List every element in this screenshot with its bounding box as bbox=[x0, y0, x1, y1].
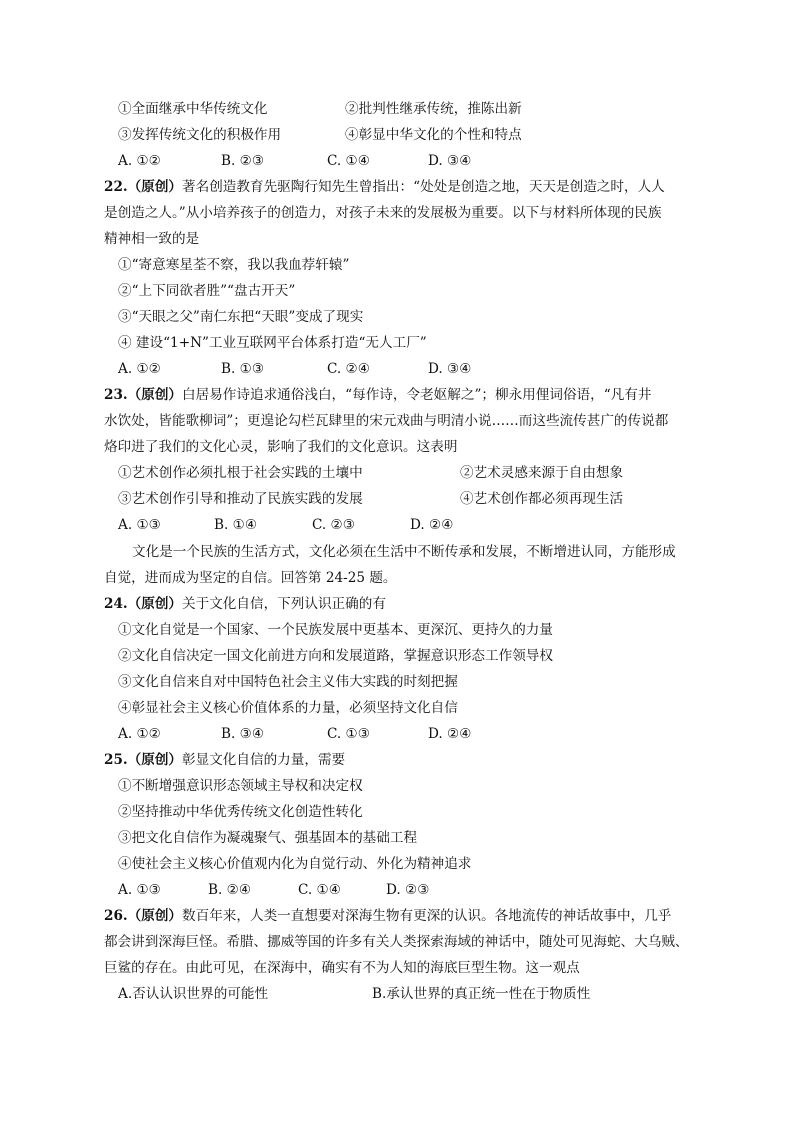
q22-choice-a: A. ①② bbox=[118, 361, 161, 377]
q23-tag: （原创） bbox=[127, 387, 183, 403]
q24-choice-b: B. ③④ bbox=[221, 726, 265, 742]
q25-choice-b: B. ②④ bbox=[208, 882, 252, 898]
q25-choice-a: A. ①③ bbox=[118, 882, 161, 898]
q24-stem-line-1 bbox=[104, 595, 386, 613]
q22-stem-line-2: 是创造之人。”从小培养孩子的创造力，对孩子未来的发展极为重要。以下与材料所体现的民族 bbox=[104, 205, 662, 221]
q23-stem-line-2: 水饮处，皆能歌柳词”；更遑论勾栏瓦肆里的宋元戏曲与明清小说……而这些流传甚广的传说都 bbox=[104, 413, 669, 429]
q21-choice-d: D. ③④ bbox=[428, 153, 472, 169]
q25-choice-d: D. ②③ bbox=[386, 882, 430, 898]
q25-tag: （原创） bbox=[127, 752, 183, 768]
q21-item-1: ①全面继承中华传统文化 bbox=[118, 101, 268, 117]
q24-number: 24. bbox=[104, 596, 128, 612]
q26-stem-line-1 bbox=[104, 907, 671, 925]
q21-item-2: ②批判性继承传统，推陈出新 bbox=[345, 101, 522, 117]
q23-item-2: ②艺术灵感来源于自由想象 bbox=[460, 465, 624, 481]
q26-choice-a: A.否认认识世界的可能性 bbox=[118, 986, 269, 1002]
q22-tag: （原创） bbox=[127, 179, 183, 195]
q25-stem-line-1 bbox=[104, 751, 345, 769]
q23-choice-c: C. ②③ bbox=[312, 517, 355, 533]
q24-choice-a: A. ①② bbox=[118, 726, 161, 742]
q26-number: 26. bbox=[104, 908, 128, 924]
q25-number: 25. bbox=[104, 752, 128, 768]
q22-item-2: ②“上下同欲者胜”“盘古开天” bbox=[118, 283, 296, 299]
q26-stem-line-2: 都会讲到深海巨怪。希腊、挪威等国的许多有关人类探索海域的神话中，随处可见海蛇、大乌贼、 bbox=[104, 934, 689, 950]
q22-stem-text-1: 著名创造教育先驱陶行知先生曾指出：“处处是创造之地，天天是创造之时，人人 bbox=[182, 179, 665, 195]
q25-item-4: ④使社会主义核心价值观内化为自觉行动、外化为精神追求 bbox=[118, 856, 472, 872]
q24-stem-text-1: 关于文化自信，下列认识正确的有 bbox=[182, 596, 386, 612]
q22-item-1: ①“寄意寒星荃不察，我以我血荐轩辕” bbox=[118, 257, 350, 273]
q23-item-1: ①艺术创作必须扎根于社会实践的土壤中 bbox=[118, 465, 363, 481]
intro-line-2: 自觉，进而成为坚定的自信。回答第 24-25 题。 bbox=[104, 570, 397, 586]
q22-stem-line-3: 精神相一致的是 bbox=[104, 231, 200, 247]
q25-choice-c: C. ①④ bbox=[298, 882, 341, 898]
q26-tag: （原创） bbox=[127, 908, 183, 924]
q22-choice-c: C. ②④ bbox=[327, 361, 370, 377]
q22-choice-b: B. ①③ bbox=[221, 361, 265, 377]
q25-item-1: ①不断增强意识形态领域主导权和决定权 bbox=[118, 778, 363, 794]
q24-choice-d: D. ②④ bbox=[428, 726, 472, 742]
q24-item-3: ③文化自信来自对中国特色社会主义伟大实践的时刻把握 bbox=[118, 674, 458, 690]
q24-choice-c: C. ①③ bbox=[327, 726, 370, 742]
q24-item-1: ①文化自觉是一个国家、一个民族发展中更基本、更深沉、更持久的力量 bbox=[118, 622, 553, 638]
q21-choice-a: A. ①② bbox=[118, 153, 161, 169]
q23-stem-line-1 bbox=[104, 386, 651, 404]
q22-choice-d: D. ③④ bbox=[428, 361, 472, 377]
q23-item-4: ④艺术创作都必须再现生活 bbox=[460, 491, 624, 507]
q26-choice-b: B.承认世界的真正统一性在于物质性 bbox=[372, 986, 591, 1002]
q23-choice-a: A. ①③ bbox=[118, 517, 161, 533]
intro-line-1: 文化是一个民族的生活方式，文化必须在生活中不断传承和发展，不断增进认同，方能形成 bbox=[132, 544, 676, 560]
q24-tag: （原创） bbox=[127, 596, 183, 612]
q21-item-4: ④彰显中华文化的个性和特点 bbox=[345, 127, 522, 143]
q25-stem-text-1: 彰显文化自信的力量，需要 bbox=[182, 752, 346, 768]
q23-stem-line-3: 烙印进了我们的文化心灵，影响了我们的文化意识。这表明 bbox=[104, 439, 458, 455]
q23-stem-text-1: 白居易作诗追求通俗浅白，“每作诗，令老妪解之”；柳永用俚词俗语，“凡有井 bbox=[182, 387, 652, 403]
q22-number: 22. bbox=[104, 179, 128, 195]
q23-choice-b: B. ①④ bbox=[214, 517, 258, 533]
q26-stem-line-3: 巨鲨的存在。由此可见，在深海中，确实有不为人知的海底巨型生物。这一观点 bbox=[104, 960, 580, 976]
q25-item-2: ②坚持推动中华优秀传统文化创造性转化 bbox=[118, 804, 363, 820]
q26-stem-text-1: 数百年来，人类一直想要对深海生物有更深的认识。各地流传的神话故事中，几乎 bbox=[182, 908, 672, 924]
q23-item-3: ③艺术创作引导和推动了民族实践的发展 bbox=[118, 491, 363, 507]
q22-item-3: ③“天眼之父”南仁东把“天眼”变成了现实 bbox=[118, 309, 364, 325]
q22-stem-line-1 bbox=[104, 178, 665, 196]
q25-item-3: ③把文化自信作为凝魂聚气、强基固本的基础工程 bbox=[118, 830, 418, 846]
q24-item-4: ④彰显社会主义核心价值体系的力量，必须坚持文化自信 bbox=[118, 700, 458, 716]
q21-item-3: ③发挥传统文化的积极作用 bbox=[118, 127, 282, 143]
q21-choice-c: C. ①④ bbox=[327, 153, 370, 169]
q23-number: 23. bbox=[104, 387, 128, 403]
q21-choice-b: B. ②③ bbox=[221, 153, 265, 169]
q24-item-2: ②文化自信决定一国文化前进方向和发展道路，掌握意识形态工作领导权 bbox=[118, 648, 553, 664]
q22-item-4: ④ 建设“1+N”工业互联网平台体系打造“无人工厂” bbox=[118, 335, 427, 351]
q23-choice-d: D. ②④ bbox=[410, 517, 454, 533]
